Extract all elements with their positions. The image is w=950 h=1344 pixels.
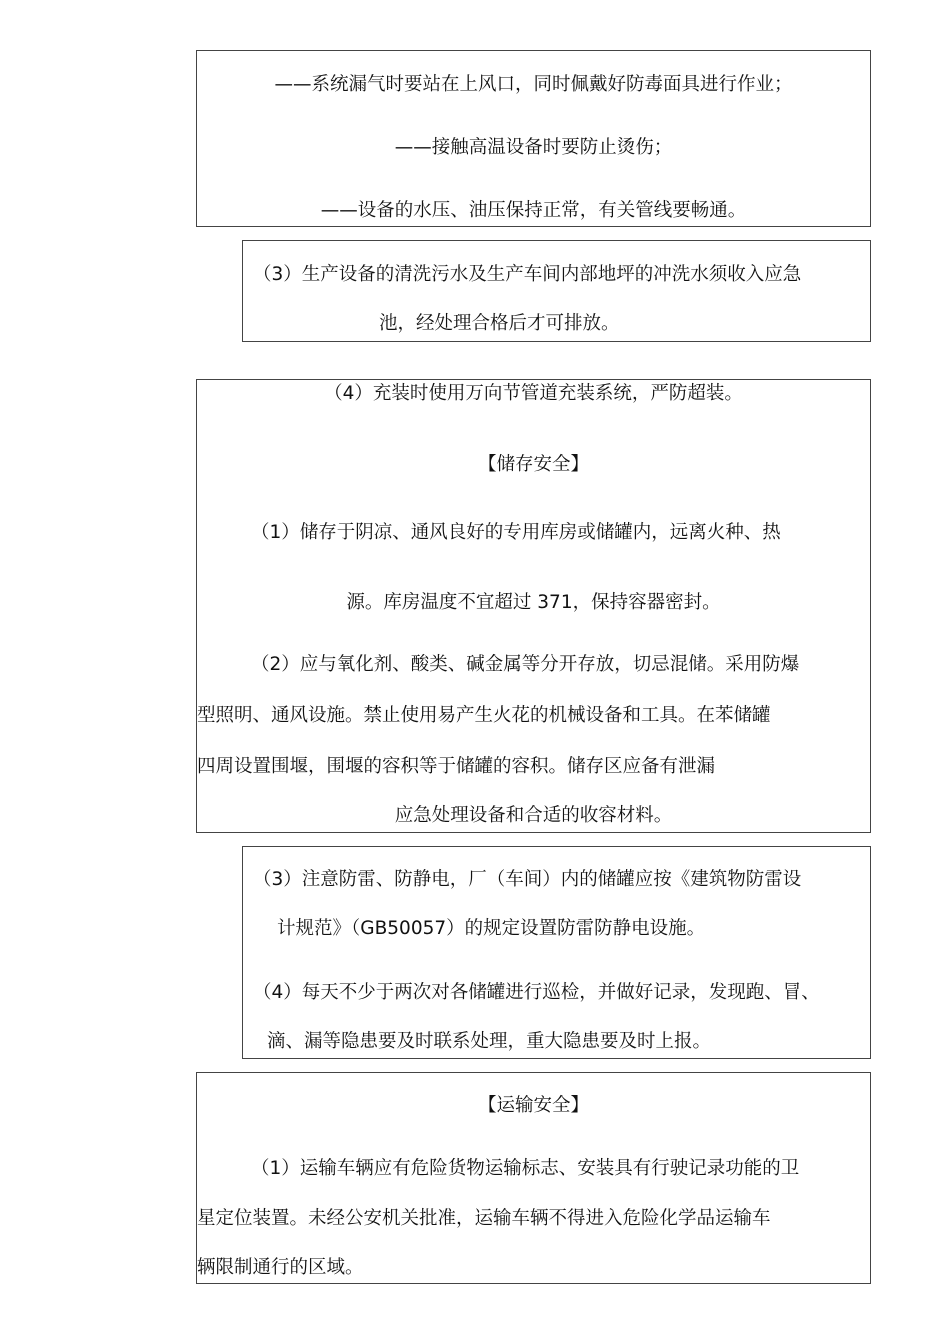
text-line: （4）每天不少于两次对各储罐进行巡检，并做好记录，发现跑、冒、 (253, 982, 820, 1003)
section-heading: 【储存安全】 (477, 454, 589, 475)
text-line: （1）储存于阴凉、通风良好的专用库房或储罐内，远离火种、热 (251, 522, 781, 543)
text-line: 型照明、通风设施。禁止使用易产生火花的机械设备和工具。在苯储罐 (197, 705, 771, 726)
text-line: 滴、漏等隐患要及时联系处理，重大隐患要及时上报。 (267, 1031, 712, 1052)
operation-safety-box (196, 50, 871, 227)
wastewater-box (242, 240, 871, 342)
text-line: 计规范》（GB50057）的规定设置防雷防静电设施。 (277, 918, 706, 939)
lightning-inspection-box (242, 846, 871, 1059)
text-line: （1）运输车辆应有危险货物运输标志、安装具有行驶记录功能的卫 (251, 1158, 800, 1179)
text-line: 应急处理设备和合适的收容材料。 (394, 805, 673, 826)
transport-safety-box (196, 1072, 871, 1284)
text-line: 源。库房温度不宜超过 371，保持容器密封。 (346, 592, 721, 613)
section-heading: 【运输安全】 (477, 1095, 589, 1116)
text-line: ——系统漏气时要站在上风口，同时佩戴好防毒面具进行作业； (274, 74, 793, 95)
text-line: （4）充装时使用万向节管道充装系统，严防超装。 (324, 383, 743, 404)
text-line: ——设备的水压、油压保持正常，有关管线要畅通。 (320, 200, 747, 221)
text-line: （3）生产设备的清洗污水及生产车间内部地坪的冲洗水须收入应急 (253, 264, 802, 285)
text-line: ——接触高温设备时要防止烫伤； (394, 137, 673, 158)
text-line: 池，经处理合格后才可排放。 (379, 313, 620, 334)
storage-safety-box (196, 379, 871, 833)
text-line: 四周设置围堰，围堰的容积等于储罐的容积。储存区应备有泄漏 (197, 756, 716, 777)
text-line: 星定位装置。未经公安机关批准，运输车辆不得进入危险化学品运输车 (197, 1208, 771, 1229)
text-line: 辆限制通行的区域。 (197, 1257, 364, 1278)
text-line: （2）应与氧化剂、酸类、碱金属等分开存放，切忌混储。采用防爆 (251, 654, 800, 675)
text-line: （3）注意防雷、防静电，厂（车间）内的储罐应按《建筑物防雷设 (253, 869, 802, 890)
